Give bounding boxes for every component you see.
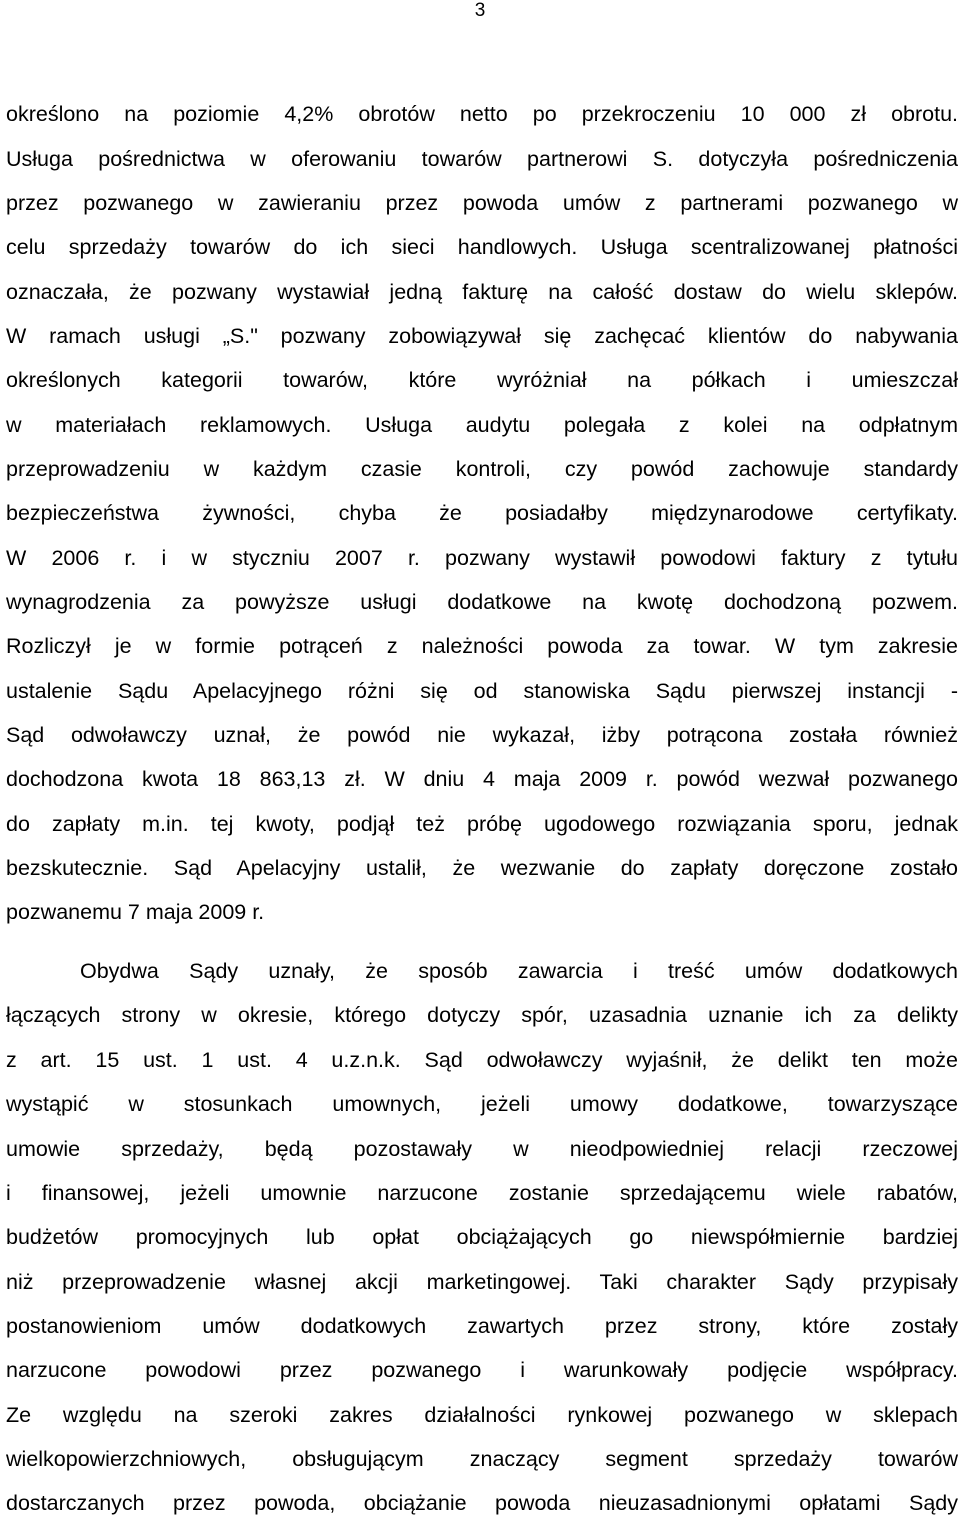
text-line: budżetów promocyjnych lub opłat obciążających go niewspółmiernie bardziej	[6, 1225, 958, 1249]
text-line: Obydwa Sądy uznały, że sposób zawarcia i treść umów dodatkowych	[80, 959, 958, 983]
text-line: wystąpić w stosunkach umownych, jeżeli umowy dodatkowe, towarzyszące	[6, 1092, 958, 1116]
text-line: W 2006 r. i w styczniu 2007 r. pozwany wystawił powodowi faktury z tytułu	[6, 546, 958, 570]
text-line: Ze względu na szeroki zakres działalności rynkowej pozwanego w sklepach	[6, 1403, 958, 1427]
text-line: przeprowadzeniu w każdym czasie kontroli, czy powód zachowuje standardy	[6, 457, 958, 481]
text-line: łączących strony w okresie, którego dotyczy spór, uzasadnia uznanie ich za delikty	[6, 1003, 958, 1027]
text-line: i finansowej, jeżeli umownie narzucone zostanie sprzedającemu wiele rabatów,	[6, 1181, 958, 1205]
text-line: określono na poziomie 4,2% obrotów netto po przekroczeniu 10 000 zł obrotu.	[6, 102, 958, 126]
text-line: Sąd odwoławczy uznał, że powód nie wykazał, iżby potrącona została również	[6, 723, 958, 747]
text-line: wynagrodzenia za powyższe usługi dodatkowe na kwotę dochodzoną pozwem.	[6, 590, 958, 614]
text-line: umowie sprzedaży, będą pozostawały w nieodpowiedniej relacji rzeczowej	[6, 1137, 958, 1161]
text-line: do zapłaty m.in. tej kwoty, podjął też próbę ugodowego rozwiązania sporu, jednak	[6, 812, 958, 836]
text-line: Rozliczył je w formie potrąceń z należności powoda za towar. W tym zakresie	[6, 634, 958, 658]
text-line: niż przeprowadzenie własnej akcji marketingowej. Taki charakter Sądy przypisały	[6, 1270, 958, 1294]
text-line: Usługa pośrednictwa w oferowaniu towarów partnerowi S. dotyczyła pośredniczenia	[6, 147, 958, 171]
text-line: oznaczała, że pozwany wystawiał jedną fakturę na całość dostaw do wielu sklepów.	[6, 280, 958, 304]
text-line: narzucone powodowi przez pozwanego i warunkowały podjęcie współpracy.	[6, 1358, 958, 1382]
text-line: z art. 15 ust. 1 ust. 4 u.z.n.k. Sąd odwoławczy wyjaśnił, że delikt ten może	[6, 1048, 958, 1072]
text-line: pozwanemu 7 maja 2009 r.	[6, 900, 265, 924]
text-line: przez pozwanego w zawieraniu przez powoda umów z partnerami pozwanego w	[6, 191, 958, 215]
text-line: postanowieniom umów dodatkowych zawartych przez strony, które zostały	[6, 1314, 958, 1338]
text-line: bezskutecznie. Sąd Apelacyjny ustalił, że wezwanie do zapłaty doręczone zostało	[6, 856, 958, 880]
text-line: dochodzona kwota 18 863,13 zł. W dniu 4 maja 2009 r. powód wezwał pozwanego	[6, 767, 958, 791]
text-line: ustalenie Sądu Apelacyjnego różni się od stanowiska Sądu pierwszej instancji -	[6, 679, 958, 703]
text-line: bezpieczeństwa żywności, chyba że posiadałby międzynarodowe certyfikaty.	[6, 501, 958, 525]
page-number: 3	[474, 0, 486, 21]
text-line: w materiałach reklamowych. Usługa audytu polegała z kolei na odpłatnym	[6, 413, 958, 437]
text-line: W ramach usługi „S." pozwany zobowiązywał się zachęcać klientów do nabywania	[6, 324, 958, 348]
text-line: celu sprzedaży towarów do ich sieci handlowych. Usługa scentralizowanej płatności	[6, 235, 958, 259]
text-line: dostarczanych przez powoda, obciążanie powoda nieuzasadnionymi opłatami Sądy	[6, 1491, 958, 1515]
text-line: określonych kategorii towarów, które wyróżniał na półkach i umieszczał	[6, 368, 958, 392]
text-line: wielkopowierzchniowych, obsługującym znaczący segment sprzedaży towarów	[6, 1447, 958, 1471]
